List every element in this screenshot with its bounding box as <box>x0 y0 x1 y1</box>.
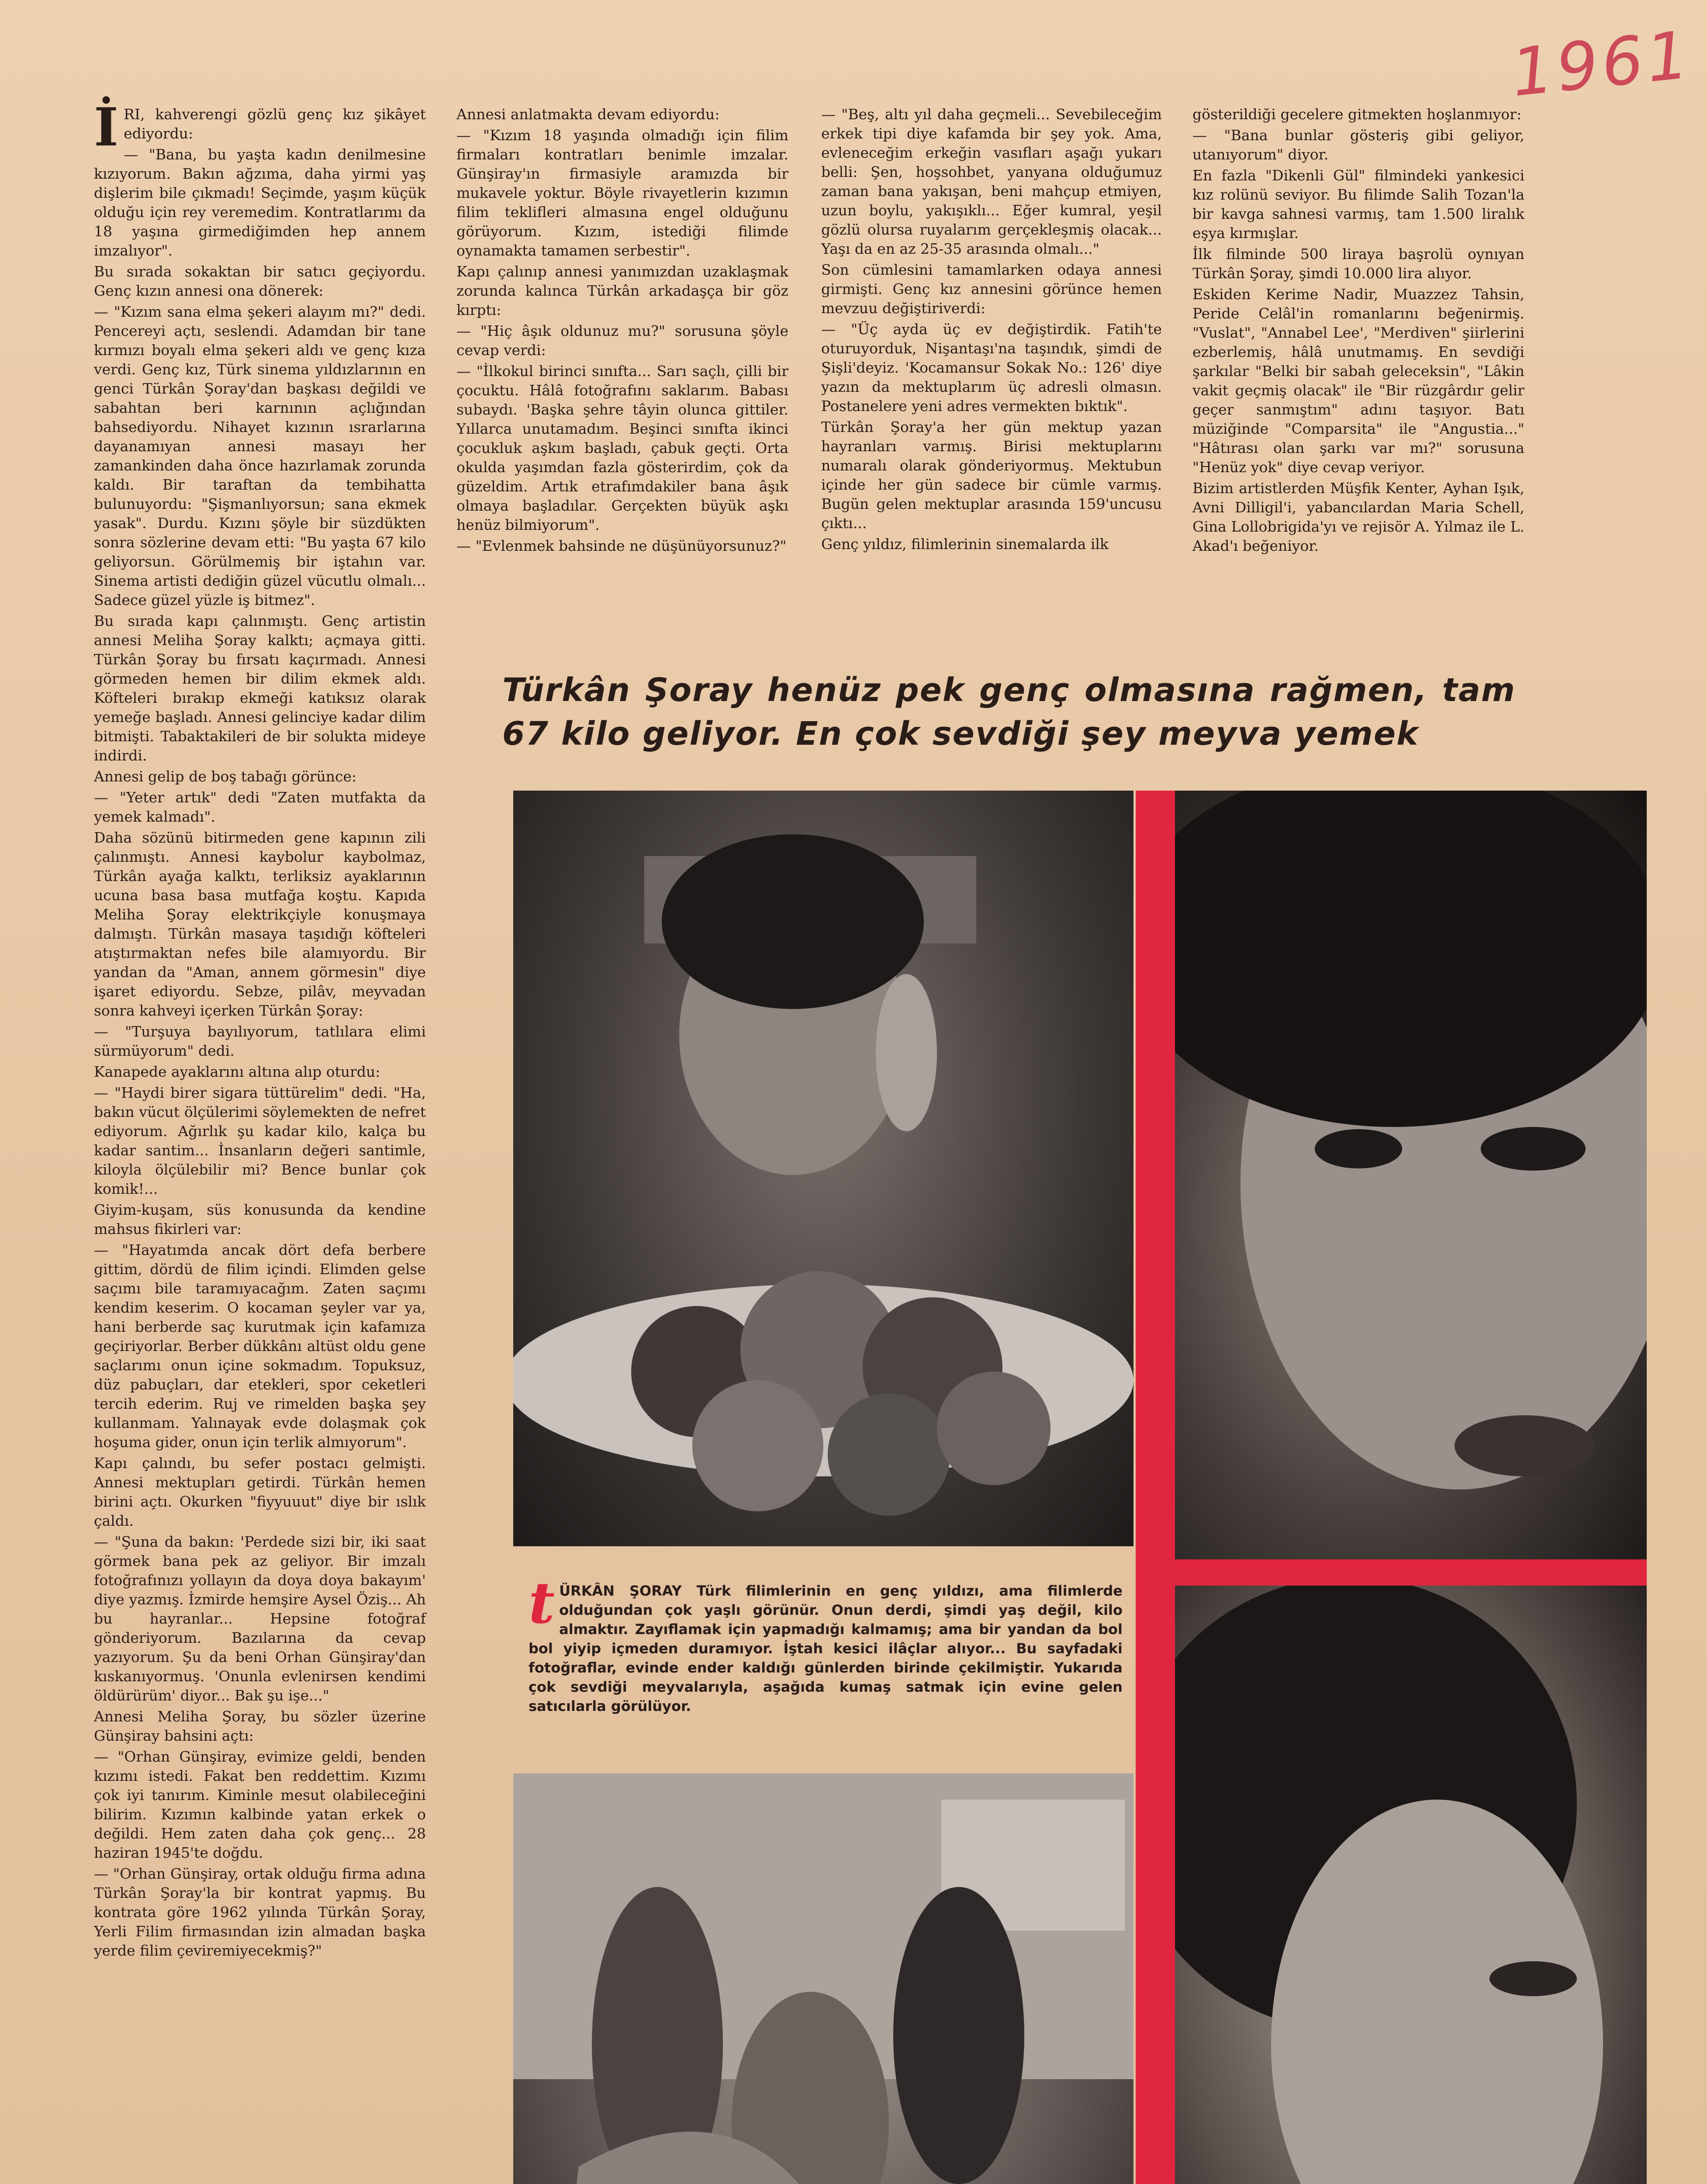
col4-paragraph: Bizim artistlerden Müşfik Kenter, Ayhan Işık, Avni Dilligil'i, yabancılardan Maria Schell, Gina Lollobrigida'yı ve rejisör A. Yılmaz ile L. Akad'ı beğeniyor. <box>1192 480 1524 554</box>
col1-paragraph: Kanapede ayaklarını altına alıp oturdu: <box>94 1063 380 1080</box>
col1-paragraph: — "Yeter artık" dedi "Zaten mutfakta da yemek kalmadı". <box>94 789 426 825</box>
col1-paragraph: Bu sırada kapı çalınmıştı. Genç artistin annesi Meliha Şoray kalktı; açmaya gitti. Türkân Şoray bu fırsatı kaçırmadı. Annesi görmeden hemen bir dilim ekmek aldı. Köfteleri bırakıp ekmeği katıksız olarak yemeğe başladı. Annesi gelinciye kadar dilim bitmişti. Tabaktakileri de bir solukta mideye indirdi. <box>94 612 426 764</box>
photo-fabric-sellers <box>513 1773 1133 2184</box>
col4-paragraph: İlk filminde 500 liraya başrolü oynıyan Türkân Şoray, şimdi 10.000 lira alıyor. <box>1192 245 1524 282</box>
article-column-2 <box>456 105 788 646</box>
portrait-close-up <box>1175 791 1647 1559</box>
col3-paragraph: — "Beş, altı yıl daha geçmeli... Sevebileceğim erkek tipi diye kafamda bir şey yok. Ama, evleneceğim erkeğin vasıfları aşağı yukarı belli: Şen, hoşsohbet, yanyana olduğumuz zaman bana yakışan, beni mahçup etmiyen, uzun boylu, yakışıklı... Eğer kumral, yeşil gözlü olursa ruyalarım gerçekleşmiş olacak... Yaşı da en az 25-35 arasında olmalı..." <box>821 106 1162 257</box>
col1-paragraph: — "Orhan Günşiray, evimize geldi, benden kızımı istedi. Fakat ben reddettim. Kızımı çok iyi tanırım. Kiminle mesut olabileceğini bilirim. Kızımın kalbinde yatan erkek o değildi. Hem zaten daha çok genç... 28 haziran 1945'te doğdu. <box>94 1748 426 1861</box>
article-column-4 <box>1192 105 1524 673</box>
column-3-paragraphs <box>821 105 1162 554</box>
col1-paragraph: Bu sırada sokaktan bir satıcı geçiyordu. Genç kızın annesi ona dönerek: <box>94 263 426 299</box>
col3-paragraph: — "Üç ayda üç ev değiştirdik. Fatih'te oturuyorduk, Nişantaşı'na taşındık, şimdi de Şişli'deyiz. 'Kocamansur Sokak No.: 126' diye yazın da mektuplarım üç adresli olmasın. Postanelere yeni adres vermekten bıktık". <box>821 321 1162 415</box>
caption-text: ÜRKÂN ŞORAY Türk filimlerinin en genç yıldızı, ama filimlerde olduğundan çok yaşlı görünür. Onun derdi, şimdi yaş değil, kilo almaktır. Zayıflamak için yapmadığı kalmamış; ama bir yandan da bol bol yiyip içmeden duramıyor. İştah kesici ilâçlar alıyor... Bu sayfadaki fotoğraflar, evinde ender kaldığı günlerden birinde çekilmiştir. Yukarıda çok sevdiği meyvalarıyla, aşağıda kumaş satmak için evine gelen satıcılarla görülüyor. <box>529 1583 1123 1714</box>
column-2-paragraphs <box>456 105 788 556</box>
drop-cap: İ <box>94 97 119 158</box>
col4-paragraph: En fazla "Dikenli Gül" filmindeki yankesici kız rolünü seviyor. Bu filimde Salih Tozan'la bir kavga sahnesi varmış, tam 1.500 liralık eşya kırmışlar. <box>1192 167 1524 242</box>
col2-paragraph: — "Kızım 18 yaşında olmadığı için filim firmaları kontratları benimle imzalar. Günşiray'ın firmasiyle aramızda bir mukavele yoktur. Böyle rivayetlerin kızımın filim teklifleri almasına engel olduğunu görüyorum. Kızım, istediği filimde oynamakta tamamen serbestir". <box>456 127 788 259</box>
col1-paragraph: Giyim-kuşam, süs konusunda da kendine mahsus fikirleri var: <box>94 1201 426 1237</box>
col4-paragraph: gösterildiği gecelere gitmekten hoşlanmıyor: <box>1192 106 1522 123</box>
col1-paragraph: Annesi Meliha Şoray, bu sözler üzerine Günşiray bahsini açtı: <box>94 1708 426 1744</box>
col4-paragraph: Eskiden Kerime Nadir, Muazzez Tahsin, Peride Celâl'in romanlarını beğenirmiş. "Vuslat", "Annabel Lee', "Merdiven" şiirlerini ezberlemiş, hâlâ unutmamış. En sevdiği şarkılar "Belki bir sabah geleceksin", "Lâkin vakit geçmiş olacak" ile "Bir rüzgârdır gelir geçer sanmıştım" adını taşıyor. Batı müziğinde "Comparsita" ile "Angustia..." "Hâtırası olan şarkı var mı?" sorusuna "Henüz yok" diye cevap veriyor. <box>1192 286 1524 476</box>
col3-paragraph: Türkân Şoray'a her gün mektup yazan hayranları varmış. Birisi mektuplarını numaralı olarak gönderiyormuş. Mektubun içinde her gün sadece bir cümle varmış. Bugün gelen mektuplar arasında 159'uncusu çıktı... <box>821 418 1162 532</box>
photo-caption <box>529 1569 1123 1716</box>
photo-with-fruits <box>513 791 1133 1546</box>
article-column-3 <box>821 105 1162 668</box>
col1-paragraph: Kapı çalındı, bu sefer postacı gelmişti. Annesi mektupları getirdi. Türkân hemen birini açtı. Okurken "fiyyuuut" diye bir ıslık çaldı. <box>94 1455 426 1529</box>
col2-paragraph: Kapı çalınıp annesi yanımızdan uzaklaşmak zorunda kalınca Türkân arkadaşça bir göz kırptı: <box>456 263 788 318</box>
col1-paragraph: — "Haydi birer sigara tüttürelim" dedi. "Ha, bakın vücut ölçülerimi söylemekten de nefret ediyorum. Ağırlık şu kadar kilo, kalça bu kadar santim... İnsanların değeri santimle, kiloyla ölçülebilir mi? Bence bunlar çok komik!... <box>94 1084 426 1197</box>
col3-paragraph: Son cümlesini tamamlarken odaya annesi girmişti. Genç kız annesini görünce hemen mevzuu değiştiriverdi: <box>821 261 1162 317</box>
col3-paragraph: Genç yıldız, filimlerinin sinemalarda ilk <box>821 536 1109 553</box>
column-1-paragraphs <box>94 97 426 1960</box>
red-divider-vertical <box>1136 791 1175 2184</box>
headline: Türkân Şoray henüz pek genç olmasına rağmen, tam 67 kilo geliyor. En çok sevdiği şey meyva yemek <box>502 671 1516 753</box>
handwritten-year: 1961 <box>1508 17 1696 112</box>
col1-paragraph: Annesi gelip de boş tabağı görünce: <box>94 768 357 785</box>
col4-paragraph: — "Bana bunlar gösteriş gibi geliyor, utanıyorum" diyor. <box>1192 127 1524 163</box>
col2-paragraph: — "Evlenmek bahsinde ne düşünüyorsunuz?" <box>456 537 787 554</box>
col1-paragraph: — "Hayatımda ancak dört defa berbere gittim, dördü de filim içindi. Elimden gelse saçımı bile taramıyacağım. Zaten saçımı kendim keserim. O kocaman şeyler var ya, hani berberde saç kurutmak için kafamıza geçiriyorlar. Berber dükkânı altüst oldu gene saçlarımı onun içine sokmadım. Topuksuz, düz pabuçları, dar etekleri, spor ceketleri tercih ederim. Ruj ve rimelden başka şey kullanmam. Yalınayak evde dolaşmak çok hoşuma gider, onun için terlik almıyorum". <box>94 1241 426 1451</box>
col1-paragraph: — "Turşuya bayılıyorum, tatlılara elimi sürmüyorum" dedi. <box>94 1023 426 1059</box>
article-column-1 <box>94 97 426 2184</box>
portrait-profile <box>1175 1586 1647 2184</box>
col1-paragraph: Daha sözünü bitirmeden gene kapının zili çalınmıştı. Annesi kaybolur kaybolmaz, Türkân ayağa kalktı, terliksiz ayaklarının ucuna basa basa mutfağa koştu. Kapıda Meliha Şoray elektrikçiyle konuşmaya dalmıştı. Türkân masaya taşıdığı köfteleri atıştırmaktan nefes bile alamıyordu. Bir yandan da "Aman, annem görmesin" diye işaret ediyordu. Sebze, pilâv, meyvadan sonra kahveyi içerken Türkân Şoray: <box>94 829 426 1019</box>
col1-paragraph: — "Bana, bu yaşta kadın denilmesine kızıyorum. Bakın ağzıma, daha yirmi yaş dişlerim bile çıkmadı! Seçimde, yaşım küçük olduğu için rey veremedim. Kontratlarımı da 18 yaşına girmediğimden hep annem imzalıyor". <box>94 146 426 259</box>
col2-paragraph: — "İlkokul birinci sınıfta... Sarı saçlı, çilli bir çocuktu. Hâlâ fotoğrafını saklarım. Babası subaydı. 'Başka şehre tâyin olunca gittiler. Yıllarca unutamadım. Beşinci sınıfta ikinci çocukluk aşkım başladı, çabuk geçti. Orta okulda yaşımdan fazla gösterirdim, çok da güzeldim. Artık etrafımdakiler bana âşık olmaya başladılar. Gerçekten büyük aşkı henüz bilmiyorum". <box>456 363 788 533</box>
col1-paragraph: RI, kahverengi gözlü genç kız şikâyet ediyordu: <box>124 106 426 142</box>
caption-initial: t <box>529 1569 555 1636</box>
red-divider-horizontal <box>1136 1559 1647 1586</box>
col2-paragraph: Annesi anlatmakta devam ediyordu: <box>456 106 720 123</box>
col1-paragraph: — "Kızım sana elma şekeri alayım mı?" dedi. Pencereyi açtı, seslendi. Adamdan bir tane kırmızı boyalı elma şekeri aldı ve genç kıza verdi. Genç kız, Türk sinema yıldızlarının en genci Türkân Şoray'dan başkası değildi ve sabahtan beri karnının açlığından bahsediyordu. Nihayet kızının ısrarlarına dayanamıyan annesi masayı her zamankinden daha önce hazırlamak zorunda kaldı. Bir taraftan da tembihatta bulunuyordu: "Şişmanlıyorsun; sana ekmek yasak". Durdu. Kızını şöyle bir süzdükten sonra sözlerine devam etti: "Bu yaşta 67 kilo geliyorsun. Görülmemiş bir iştahın var. Sinema artisti dediğin güzel vücutlu olmalı... Sadece güzel yüzle iş bitmez". <box>94 303 426 608</box>
col2-paragraph: — "Hiç âşık oldunuz mu?" sorusuna şöyle cevap verdi: <box>456 322 788 359</box>
col1-paragraph: — "Şuna da bakın: 'Perdede sizi bir, iki saat görmek bana pek az geliyor. Bir imzalı fotoğrafınızı yollayın da doya doya bakayım' diye yazmış. İzmirde hemşire Aysel Öziş... Ah bu hayranlar... Hepsine fotoğraf gönderiyorum. Bazılarına da cevap yazıyorum. Şu da beni Orhan Günşiray'dan kıskanıyormuş. 'Onunla evlenirsen kendimi öldürürüm' diyor... Bak şu işe..." <box>94 1533 426 1704</box>
col1-paragraph: — "Orhan Günşiray, ortak olduğu firma adına Türkân Şoray'la bir kontrat yapmış. Bu kontrata göre 1962 yılında Türkân Şoray, Yerli Filim firmasından izin almadan başka yerde filim çeviremiyecekmiş?" <box>94 1865 426 1959</box>
column-4-paragraphs <box>1192 105 1524 556</box>
